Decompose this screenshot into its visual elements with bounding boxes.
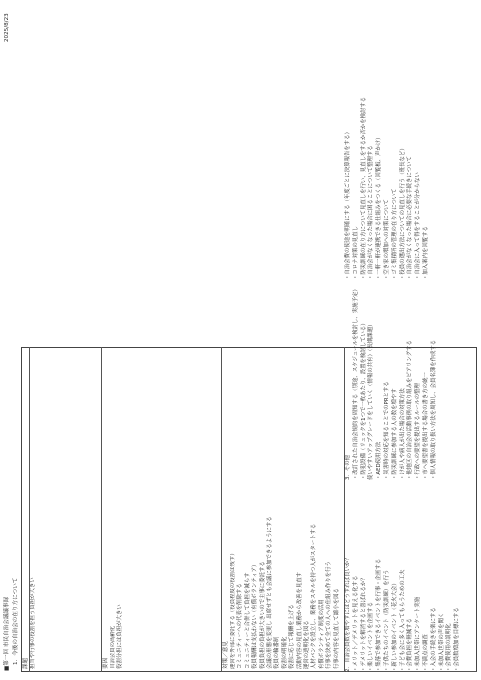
section-2-title: 2．自治会員数を増やすにはどうすれば良いか？ [345,555,351,672]
section-3-notes [345,40,475,280]
column-separator-2 [221,347,222,672]
list-item: ・自治会費の使途を明確にする（年度ごとに決算報告をする） [345,129,351,280]
list-item: ・加入案内を回覧する [422,226,429,280]
list-item: ・けが人や病人が出た場合の対策方法 [399,388,406,480]
document-title: ■第一回 市民自治会議議事録 [4,596,10,671]
cause-text: 自治会員の高齢化 [110,625,116,669]
list-item: ・楽しいイベントを企画する [368,601,375,672]
measure-text: 運営の透明化を図る [304,620,311,669]
table-header-measure: 対策／意見 [223,641,229,669]
list-item: ・一軒一軒が連携できる仕組みをつくる（回覧板、声かけ） [376,134,383,280]
list-item: ・改訂された自治会規約を周知する（別途、スケジュールを検討し、実施予定） [352,286,359,480]
table-header-issue: 課題 [23,657,29,669]
list-item: ・デメリットを解消すると喜ばれるか？ [360,575,367,672]
measure-text: 役員負担の負担が大きいので主事に委託する [259,561,266,669]
column-separator-1 [101,347,102,672]
section-2 [345,532,475,672]
list-item: ・不満点の調査 [422,634,429,672]
measure-text: 活動内容の見直し業務から改善を見直す [296,571,303,669]
measure-text: 役割の明確化 [281,636,288,669]
list-item: ・災害時の対応を知ることでのPRとする [383,381,390,480]
list-item: ・自治会に入って得をすることが分からない [415,172,422,280]
list-item: 使いやすいアップグレードをしていく（情報の共有）（長期課題） [368,321,375,480]
document-date: 2025/8/23 [4,13,10,42]
table-row [30,529,100,669]
list-item: ・コロナ対策の見直し [352,226,359,280]
list-item: ・防災訓練に参加する人の数を増やす [391,388,398,480]
list-item: ・未加入世帯の声を聞く [438,612,445,672]
measure-text: 人材バンクを設立し、業務をスキルを持つ人がスタートする [311,523,318,669]
list-item: ・未加入世帯にアンケート実施 [415,596,422,672]
list-item: ・自治会がなくなった場合に困ることについて整理する [368,145,375,280]
cause-text: 役割分担には負担が大きい [117,604,124,669]
list-item: ・会費負担を軽減する [407,618,414,672]
measure-text: 有償ボランティア制度の活用 [318,599,325,669]
table-header-cause: 要因 [103,657,109,669]
list-item: ・市へ要望書を提出する場合の書き方の統一 [422,372,429,480]
table-row [230,459,342,669]
section-1-title: 1．今後の自治会の在り方について [13,577,19,665]
measure-text: 運営を外部に委託する（役員程度の役割は残す） [230,550,236,669]
table-row [110,469,220,669]
list-item: ・AED使用方法 [376,441,383,480]
list-item: ・ゴミ集積所の管理の在り方について [391,188,398,280]
measure-text: 行事を決めて全ての人への仕組み作りを行う [326,561,333,669]
list-item: ・会員数増加を目標にする [454,607,461,672]
measure-text: 会議の形態を変更し 出席せずとも会議に参加できるようにする [267,516,274,669]
list-item: ・メリット／デメリットを見える化する [352,575,359,672]
list-item: ・自治会がなくなった場合に必要な手続きについて [407,156,414,280]
measure-text: 役員の輪番制 [274,636,281,669]
list-item: ・役員の選出方法についての見直しを行う（班長など） [399,145,406,280]
measure-text: コミュニティーと合併して負担を減らす [244,572,251,669]
list-item: ・子供たちのイベント（防災訓練）を行う [383,569,390,672]
measure-text: 役員報酬は支払わない（有償ボランティア） [252,561,259,669]
list-item: ・防犯設備（リュックを1つで一枚あたり、設置を検討している） [360,320,367,480]
measure-text: 行事の内容を見直して縮小を図る [333,588,340,669]
measure-text: 役割に応じて報酬を上げる [289,604,296,669]
list-item: ・入会の手続きを楽にする [430,607,437,672]
section-3 [345,286,475,480]
list-item: ・子ども会に多く入ってもらうための工夫 [399,569,406,672]
list-item: ・会費使用の説明化 [446,623,453,672]
section-3-title: 3．その他 [345,455,351,480]
list-item: ・防災訓練の在り方について見直しを行い、見直しをするか否かを検討する [360,96,367,280]
list-item: ・他地区の自治会の活動事例の取り組みをピアリングする [407,340,414,480]
list-item: ・行政への要望を提出するルールの整理 [415,383,422,480]
list-item: ・空き家の増加への対策について [383,199,390,280]
list-item: ・新しい参加のイベント（花火大会） [391,580,398,672]
measure-text: コミュニティーへの代表を削除する [237,583,244,669]
issue-text: 担当や行事の役割を担う負担が大きい [30,577,36,669]
list-item: ・集落で参加できるイベントを行事・企画する [376,558,383,672]
list-item: ・個人情報の取り扱い方法を周知し、会員名簿を作成する [430,339,437,480]
